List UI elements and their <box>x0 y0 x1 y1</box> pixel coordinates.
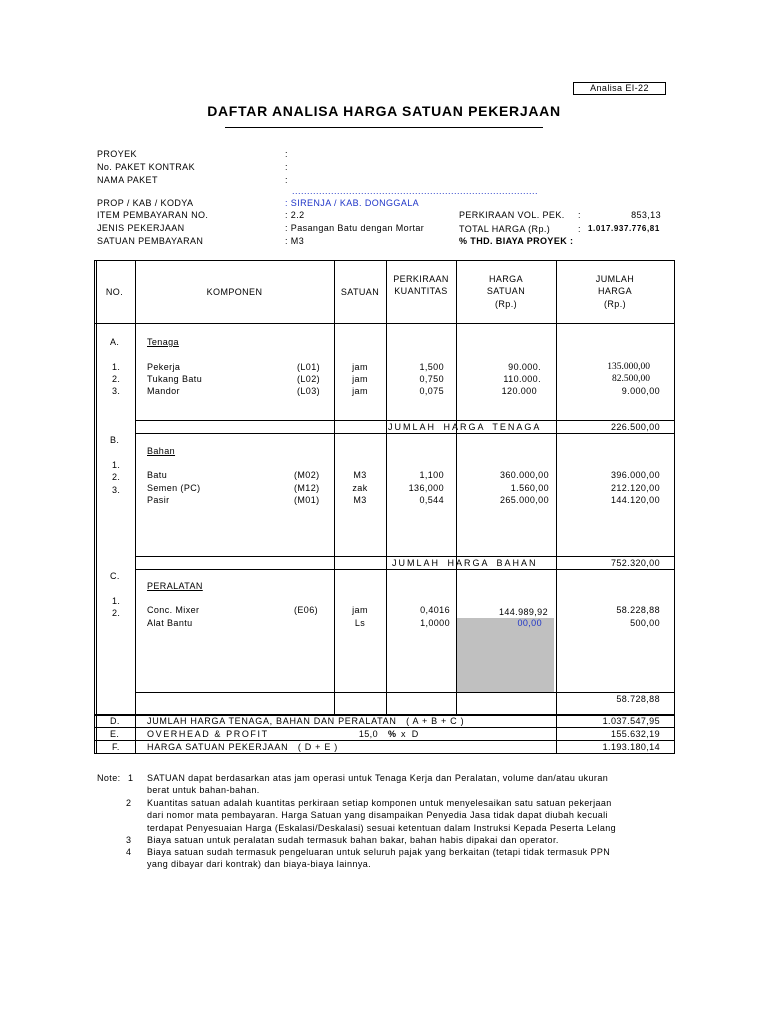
summary-value: 1.193.180,14 <box>602 742 660 752</box>
subtotal-c-top-rule <box>135 692 675 693</box>
item-total: 82.500,00 <box>612 374 650 384</box>
item-unit: jam <box>352 374 368 384</box>
item-code: (M02) <box>294 470 320 480</box>
page-title: DAFTAR ANALISA HARGA SATUAN PEKERJAAN <box>207 103 561 119</box>
table-left-border <box>94 260 95 754</box>
subtotal-label: JUMLAH HARGA BAHAN <box>392 558 538 568</box>
prop-kab-label: PROP / KAB / KODYA <box>97 198 194 208</box>
item-code: (L02) <box>297 374 321 384</box>
note-number: 3 <box>126 835 132 845</box>
row-number: 1. <box>112 362 121 372</box>
section-title: Bahan <box>147 446 176 456</box>
item-pembayaran-label: ITEM PEMBAYARAN NO. <box>97 210 209 220</box>
summary-label: JUMLAH HARGA TENAGA, BAHAN DAN PERALATAN ( A + B + C ) <box>147 716 465 726</box>
item-quantity: 1,100 <box>419 470 444 480</box>
header-satuan: SATUAN <box>340 287 380 297</box>
item-name: Alat Bantu <box>147 618 193 628</box>
section-title: PERALATAN <box>147 581 203 591</box>
satuan-pembayaran-label: SATUAN PEMBAYARAN <box>97 236 204 246</box>
table-top-border <box>94 260 675 261</box>
subtotal-a-bottom-rule <box>135 433 675 434</box>
row-number: 3. <box>112 386 121 396</box>
item-name: Pekerja <box>147 362 181 372</box>
table-bottom-border <box>94 753 675 754</box>
item-quantity: 1,0000 <box>420 618 450 628</box>
note-number: 4 <box>126 847 132 857</box>
note-line: Kuantitas satuan adalah kuantitas perkiraan setiap komponen untuk menyelesaikan satu satuan pekerjaan <box>147 798 612 808</box>
section-code: C. <box>110 571 120 581</box>
item-code: (L01) <box>297 362 321 372</box>
title-underline <box>225 127 543 128</box>
row-number: 1. <box>112 596 121 606</box>
header-jumlah-harga-line2: HARGA <box>597 286 632 296</box>
item-code: (M01) <box>294 495 320 505</box>
table-header-bottom-border <box>94 323 675 324</box>
proyek-value: : <box>285 149 288 159</box>
shaded-price-cell <box>457 618 554 692</box>
overhead-basis: x D <box>401 729 419 739</box>
item-total: 135.000,00 <box>607 362 650 372</box>
item-quantity: 0,075 <box>419 386 444 396</box>
note-line: terdapat Penyesuaian Harga (Eskalasi/Deskalasi) sesuai ketentuan dalam Instruksi Kepada Peserta Lelang <box>147 823 617 833</box>
note-number: 2 <box>126 798 132 808</box>
table-right-border <box>674 260 675 754</box>
header-kuantitas-line2: KUANTITAS <box>394 286 448 296</box>
item-name: Semen (PC) <box>147 483 201 493</box>
summary-code: F. <box>112 742 120 752</box>
item-name: Mandor <box>147 386 180 396</box>
item-unit: Ls <box>354 618 366 628</box>
total-harga-colon: : <box>578 224 581 234</box>
summary-code: D. <box>110 716 120 726</box>
analysis-code-box: Analisa EI-22 <box>573 82 666 95</box>
item-total: 58.228,88 <box>616 605 660 615</box>
header-komponen: KOMPONEN <box>206 287 263 297</box>
item-unit: jam <box>352 362 368 372</box>
note-line: berat untuk bahan-bahan. <box>147 785 260 795</box>
note-line: Biaya satuan untuk peralatan sudah termasuk bahan bakar, bahan habis dipakai dan operator. <box>147 835 559 845</box>
item-total: 9.000,00 <box>621 386 660 396</box>
item-code: (L03) <box>297 386 321 396</box>
item-unit-price: 90.000. <box>508 362 541 372</box>
prop-kab-value: : SIRENJA / KAB. DONGGALA <box>285 198 420 208</box>
item-unit-price: 1.560,00 <box>510 483 549 493</box>
section-code: B. <box>110 435 120 445</box>
table-left-border-inner <box>96 260 97 754</box>
nama-paket-label: NAMA PAKET <box>97 175 158 185</box>
item-unit: M3 <box>353 495 367 505</box>
notes-label: Note: <box>97 773 121 783</box>
subtotal-label: JUMLAH HARGA TENAGA <box>388 422 542 432</box>
nama-paket-value: : <box>285 175 288 185</box>
header-harga-satuan-line1: HARGA <box>488 274 523 284</box>
item-unit-price: 265.000,00 <box>499 495 549 505</box>
satuan-pembayaran-value: : M3 <box>285 236 305 246</box>
note-line: dari nomor mata pembayaran. Harga Satuan yang disampaikan Penyedia Jasa tidak dapat diubah kecuali <box>147 810 608 820</box>
row-number: 2. <box>112 472 121 482</box>
item-code: (M12) <box>294 483 320 493</box>
jenis-pekerjaan-label: JENIS PEKERJAAN <box>97 223 185 233</box>
proyek-label: PROYEK <box>97 149 137 159</box>
note-line: SATUAN dapat berdasarkan atas jam operasi untuk Tenaga Kerja dan Peralatan, volume dan/atau ukuran <box>147 773 609 783</box>
summary-code: E. <box>110 729 120 739</box>
summary-value: 155.632,19 <box>610 729 660 739</box>
nama-paket-dotted-line: .................................................................................. <box>292 186 538 196</box>
item-name: Tukang Batu <box>147 374 203 384</box>
column-divider-satuan <box>386 260 387 715</box>
jenis-pekerjaan-value: : Pasangan Batu dengan Mortar <box>285 223 425 233</box>
note-line: Biaya satuan sudah termasuk pengeluaran untuk seluruh pajak yang berkaitan (tetapi tidak termasuk PPN <box>147 847 611 857</box>
item-total: 144.120,00 <box>610 495 660 505</box>
item-quantity: 136,000 <box>408 483 444 493</box>
row-number: 3. <box>112 485 121 495</box>
perkiraan-vol-value: 853,13 <box>631 210 661 220</box>
row-number: 2. <box>112 374 121 384</box>
row-number: 1. <box>112 460 121 470</box>
header-kuantitas-line1: PERKIRAAN <box>393 274 449 284</box>
item-total: 396.000,00 <box>610 470 660 480</box>
total-harga-label: TOTAL HARGA (Rp.) <box>459 224 551 234</box>
item-name: Pasir <box>147 495 170 505</box>
column-divider-harga-satuan <box>556 260 557 754</box>
paket-kontrak-label: No. PAKET KONTRAK <box>97 162 195 172</box>
item-unit: jam <box>352 386 368 396</box>
section-title: Tenaga <box>147 337 179 347</box>
summary-label: HARGA SATUAN PEKERJAAN ( D + E ) <box>147 742 338 752</box>
note-line: yang dibayar dari kontrak) dan biaya-biaya lainnya. <box>147 859 372 869</box>
item-unit: jam <box>352 605 368 615</box>
item-unit: zak <box>352 483 368 493</box>
paket-kontrak-value: : <box>285 162 288 172</box>
column-divider-kuantitas <box>456 260 457 715</box>
item-unit-price: 144.989,92 <box>498 607 548 617</box>
perkiraan-vol-colon: : <box>578 210 581 220</box>
column-divider-no <box>135 260 136 754</box>
item-total: 500,00 <box>630 618 660 628</box>
item-pembayaran-value: : 2.2 <box>285 210 305 220</box>
item-name: Conc. Mixer <box>147 605 200 615</box>
header-harga-satuan-line3: (Rp.) <box>495 299 517 309</box>
item-quantity: 1,500 <box>419 362 444 372</box>
percent-sign: % <box>388 729 397 739</box>
item-unit-price: 360.000,00 <box>499 470 549 480</box>
persen-biaya-label: % THD. BIAYA PROYEK : <box>459 236 574 246</box>
note-number: 1 <box>128 773 134 783</box>
item-quantity: 0,750 <box>419 374 444 384</box>
header-no: NO. <box>105 287 124 297</box>
section-code: A. <box>110 337 120 347</box>
header-jumlah-harga-line3: (Rp.) <box>604 299 626 309</box>
perkiraan-vol-label: PERKIRAAN VOL. PEK. <box>459 210 565 220</box>
item-unit-price: 110.000. <box>503 374 541 384</box>
subtotal-value: 226.500,00 <box>610 422 660 432</box>
subtotal-value: 752.320,00 <box>610 558 660 568</box>
item-unit-price: 120.000 <box>501 386 537 396</box>
item-total: 212.120,00 <box>610 483 660 493</box>
total-harga-value: 1.017.937.776,81 <box>588 224 660 233</box>
summary-value: 1.037.547,95 <box>602 716 660 726</box>
item-quantity: 0,4016 <box>420 605 450 615</box>
item-quantity: 0,544 <box>419 495 444 505</box>
item-unit: M3 <box>353 470 367 480</box>
subtotal-b-bottom-rule <box>135 569 675 570</box>
item-code: (E06) <box>294 605 319 615</box>
item-unit-price: 00,00 <box>517 618 542 628</box>
header-harga-satuan-line2: SATUAN <box>486 286 526 296</box>
summary-label: OVERHEAD & PROFIT <box>147 729 269 739</box>
item-name: Batu <box>147 470 168 480</box>
subtotal-value: 58.728,88 <box>616 694 660 704</box>
row-number: 2. <box>112 608 121 618</box>
header-jumlah-harga-line1: JUMLAH <box>595 274 635 284</box>
overhead-percent: 15,0 <box>358 729 378 739</box>
